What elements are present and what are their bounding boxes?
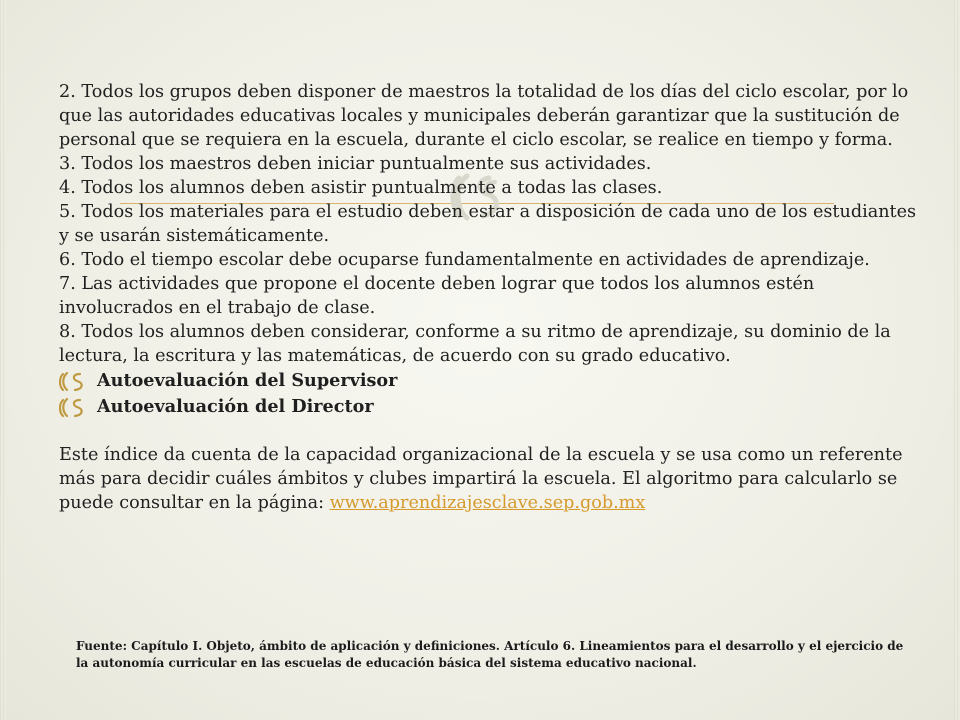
paragraph-4: 4. Todos los alumnos deben asistir puntualmente a todas las clases. (59, 178, 663, 198)
paragraph-2: 2. Todos los grupos deben disponer de maestros la totalidad de los días del ciclo escolar, por lo que las autoridades educativas locales y municipales deberán garantizar que la sustitución de personal que se requiera en la escuela, durante el ciclo escolar, se realice en tiempo y forma. (59, 82, 909, 150)
paragraph-6: 6. Todo el tiempo escolar debe ocuparse fundamentalmente en actividades de aprendizaje. (59, 250, 870, 270)
paragraph-8: 8. Todos los alumnos deben considerar, conforme a su ritmo de aprendizaje, su dominio de la lectura, la escritura y las matemáticas, de acuerdo con su grado educativo. (59, 322, 891, 366)
bullet-ornament-icon (59, 370, 89, 392)
paragraph-5: 5. Todos los materiales para el estudio deben estar a disposición de cada uno de los estudiantes y se usarán sistemáticamente. (59, 202, 917, 246)
bullet-ornament-icon (59, 396, 89, 418)
bullet-director (59, 395, 919, 419)
paragraph-3: 3. Todos los maestros deben iniciar puntualmente sus actividades. (59, 154, 652, 174)
note-text: Este índice da cuenta de la capacidad organizacional de la escuela y se usa como un referente más para decidir cuáles ámbitos y clubes impartirá la escuela. El algoritmo para calcularlo se puede consultar en la página: (59, 445, 903, 513)
bullet-label: Autoevaluación del Director (97, 396, 374, 417)
bullet-supervisor (59, 369, 919, 393)
bullet-label: Autoevaluación del Supervisor (97, 370, 398, 391)
note-paragraph (59, 443, 919, 515)
paragraph-7: 7. Las actividades que propone el docente deben lograr que todos los alumnos estén involucrados en el trabajo de clase. (59, 274, 815, 318)
content (59, 80, 919, 515)
website-link[interactable]: www.aprendizajesclave.sep.gob.mx (329, 493, 646, 513)
source-footnote: Fuente: Capítulo I. Objeto, ámbito de aplicación y definiciones. Artículo 6. Lineamientos para el desarrollo y el ejercicio de la autonomía curricular en las escuelas de educación básica del sistema educativo nacional. (76, 639, 904, 670)
